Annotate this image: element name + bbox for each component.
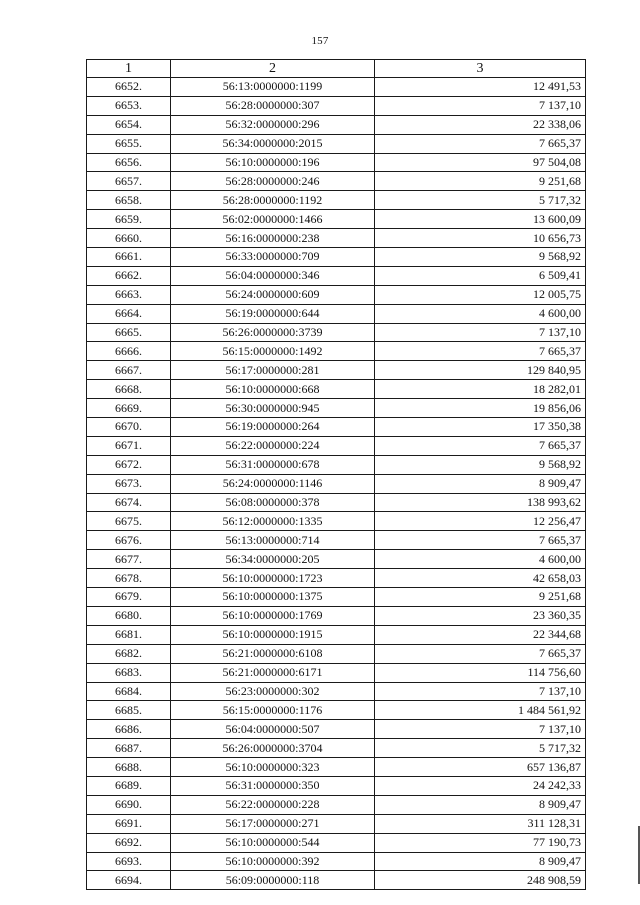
cadastral-number: 56:26:0000000:3704	[171, 739, 375, 758]
cadastral-value: 138 993,62	[375, 493, 586, 512]
row-number: 6694.	[87, 871, 171, 890]
row-number: 6688.	[87, 758, 171, 777]
row-number: 6690.	[87, 795, 171, 814]
row-number: 6658.	[87, 191, 171, 210]
row-number: 6678.	[87, 569, 171, 588]
column-header-1: 1	[87, 60, 171, 78]
table-row	[87, 229, 586, 248]
cadastral-value: 114 756,60	[375, 663, 586, 682]
cadastral-value: 13 600,09	[375, 210, 586, 229]
row-number: 6672.	[87, 455, 171, 474]
table-header-row	[87, 60, 586, 78]
table-row	[87, 682, 586, 701]
cadastral-value: 7 137,10	[375, 682, 586, 701]
cadastral-number: 56:10:0000000:1769	[171, 606, 375, 625]
row-number: 6685.	[87, 701, 171, 720]
cadastral-value: 9 568,92	[375, 248, 586, 267]
cadastral-value: 6 509,41	[375, 266, 586, 285]
cadastral-number: 56:34:0000000:2015	[171, 134, 375, 153]
cadastral-number: 56:31:0000000:678	[171, 455, 375, 474]
table-row	[87, 776, 586, 795]
table-row	[87, 569, 586, 588]
cadastral-number: 56:33:0000000:709	[171, 248, 375, 267]
row-number: 6674.	[87, 493, 171, 512]
table-row	[87, 418, 586, 437]
table-row	[87, 512, 586, 531]
row-number: 6669.	[87, 399, 171, 418]
cadastral-number: 56:13:0000000:714	[171, 531, 375, 550]
cadastral-value: 17 350,38	[375, 418, 586, 437]
cadastral-number: 56:15:0000000:1176	[171, 701, 375, 720]
cadastral-value-table	[86, 59, 586, 890]
table-row	[87, 701, 586, 720]
row-number: 6668.	[87, 380, 171, 399]
cadastral-number: 56:26:0000000:3739	[171, 323, 375, 342]
column-header-3: 3	[375, 60, 586, 78]
row-number: 6673.	[87, 474, 171, 493]
row-number: 6686.	[87, 720, 171, 739]
cadastral-number: 56:10:0000000:323	[171, 758, 375, 777]
cadastral-value: 24 242,33	[375, 776, 586, 795]
cadastral-number: 56:15:0000000:1492	[171, 342, 375, 361]
cadastral-value: 7 665,37	[375, 436, 586, 455]
row-number: 6692.	[87, 833, 171, 852]
table-row	[87, 248, 586, 267]
cadastral-number: 56:10:0000000:1375	[171, 588, 375, 607]
cadastral-number: 56:10:0000000:392	[171, 852, 375, 871]
row-number: 6683.	[87, 663, 171, 682]
cadastral-value: 7 137,10	[375, 96, 586, 115]
table-row	[87, 720, 586, 739]
row-number: 6681.	[87, 625, 171, 644]
table-row	[87, 663, 586, 682]
cadastral-value: 18 282,01	[375, 380, 586, 399]
row-number: 6684.	[87, 682, 171, 701]
table-row	[87, 814, 586, 833]
table-row	[87, 550, 586, 569]
row-number: 6670.	[87, 418, 171, 437]
row-number: 6671.	[87, 436, 171, 455]
table-row	[87, 455, 586, 474]
cadastral-value: 4 600,00	[375, 304, 586, 323]
table-row	[87, 380, 586, 399]
table-body	[87, 78, 586, 890]
table-row	[87, 493, 586, 512]
row-number: 6675.	[87, 512, 171, 531]
cadastral-number: 56:21:0000000:6171	[171, 663, 375, 682]
table-row	[87, 134, 586, 153]
cadastral-number: 56:31:0000000:350	[171, 776, 375, 795]
table-row	[87, 739, 586, 758]
cadastral-number: 56:23:0000000:302	[171, 682, 375, 701]
cadastral-value: 77 190,73	[375, 833, 586, 852]
table-row	[87, 399, 586, 418]
row-number: 6680.	[87, 606, 171, 625]
row-number: 6652.	[87, 78, 171, 97]
table-row	[87, 644, 586, 663]
cadastral-value: 311 128,31	[375, 814, 586, 833]
table-row	[87, 172, 586, 191]
table-row	[87, 833, 586, 852]
table-row	[87, 436, 586, 455]
cadastral-number: 56:10:0000000:196	[171, 153, 375, 172]
table-row	[87, 323, 586, 342]
cadastral-value: 1 484 561,92	[375, 701, 586, 720]
table-row	[87, 342, 586, 361]
cadastral-value: 9 568,92	[375, 455, 586, 474]
cadastral-number: 56:02:0000000:1466	[171, 210, 375, 229]
cadastral-number: 56:10:0000000:544	[171, 833, 375, 852]
row-number: 6689.	[87, 776, 171, 795]
cadastral-value: 22 338,06	[375, 115, 586, 134]
cadastral-value: 97 504,08	[375, 153, 586, 172]
cadastral-number: 56:30:0000000:945	[171, 399, 375, 418]
cadastral-value: 42 658,03	[375, 569, 586, 588]
row-number: 6661.	[87, 248, 171, 267]
cadastral-value: 9 251,68	[375, 172, 586, 191]
table-row	[87, 795, 586, 814]
cadastral-value: 8 909,47	[375, 852, 586, 871]
table-row	[87, 852, 586, 871]
table-row	[87, 115, 586, 134]
cadastral-value: 12 256,47	[375, 512, 586, 531]
cadastral-value: 129 840,95	[375, 361, 586, 380]
cadastral-number: 56:10:0000000:1723	[171, 569, 375, 588]
table-row	[87, 78, 586, 97]
cadastral-number: 56:09:0000000:118	[171, 871, 375, 890]
table-row	[87, 210, 586, 229]
table-row	[87, 531, 586, 550]
row-number: 6679.	[87, 588, 171, 607]
cadastral-number: 56:34:0000000:205	[171, 550, 375, 569]
cadastral-value: 12 005,75	[375, 285, 586, 304]
cadastral-value: 7 665,37	[375, 342, 586, 361]
row-number: 6667.	[87, 361, 171, 380]
cadastral-value: 7 665,37	[375, 134, 586, 153]
row-number: 6664.	[87, 304, 171, 323]
table-row	[87, 758, 586, 777]
row-number: 6659.	[87, 210, 171, 229]
row-number: 6693.	[87, 852, 171, 871]
row-number: 6662.	[87, 266, 171, 285]
table-row	[87, 474, 586, 493]
cadastral-number: 56:22:0000000:224	[171, 436, 375, 455]
cadastral-value: 4 600,00	[375, 550, 586, 569]
cadastral-number: 56:28:0000000:1192	[171, 191, 375, 210]
cadastral-value: 5 717,32	[375, 191, 586, 210]
cadastral-value: 7 665,37	[375, 531, 586, 550]
row-number: 6654.	[87, 115, 171, 134]
table-row	[87, 361, 586, 380]
row-number: 6656.	[87, 153, 171, 172]
row-number: 6663.	[87, 285, 171, 304]
table-row	[87, 153, 586, 172]
cadastral-number: 56:16:0000000:238	[171, 229, 375, 248]
row-number: 6687.	[87, 739, 171, 758]
cadastral-value: 7 137,10	[375, 323, 586, 342]
cadastral-value: 12 491,53	[375, 78, 586, 97]
cadastral-value: 8 909,47	[375, 474, 586, 493]
row-number: 6682.	[87, 644, 171, 663]
cadastral-number: 56:17:0000000:281	[171, 361, 375, 380]
table-row	[87, 96, 586, 115]
cadastral-value: 10 656,73	[375, 229, 586, 248]
cadastral-number: 56:32:0000000:296	[171, 115, 375, 134]
cadastral-value: 9 251,68	[375, 588, 586, 607]
page-number: 157	[311, 35, 329, 47]
cadastral-value: 657 136,87	[375, 758, 586, 777]
table-row	[87, 606, 586, 625]
cadastral-value: 7 137,10	[375, 720, 586, 739]
row-number: 6666.	[87, 342, 171, 361]
cadastral-number: 56:04:0000000:507	[171, 720, 375, 739]
cadastral-number: 56:13:0000000:1199	[171, 78, 375, 97]
row-number: 6677.	[87, 550, 171, 569]
row-number: 6653.	[87, 96, 171, 115]
cadastral-number: 56:12:0000000:1335	[171, 512, 375, 531]
table-row	[87, 266, 586, 285]
table-row	[87, 871, 586, 890]
cadastral-value: 22 344,68	[375, 625, 586, 644]
cadastral-number: 56:08:0000000:378	[171, 493, 375, 512]
cadastral-value: 19 856,06	[375, 399, 586, 418]
cadastral-number: 56:21:0000000:6108	[171, 644, 375, 663]
cadastral-number: 56:24:0000000:609	[171, 285, 375, 304]
table-row	[87, 588, 586, 607]
row-number: 6660.	[87, 229, 171, 248]
row-number: 6665.	[87, 323, 171, 342]
cadastral-value: 8 909,47	[375, 795, 586, 814]
cadastral-value: 23 360,35	[375, 606, 586, 625]
cadastral-number: 56:28:0000000:246	[171, 172, 375, 191]
table-row	[87, 285, 586, 304]
row-number: 6657.	[87, 172, 171, 191]
cadastral-number: 56:10:0000000:668	[171, 380, 375, 399]
table-row	[87, 625, 586, 644]
cadastral-value: 5 717,32	[375, 739, 586, 758]
table-row	[87, 191, 586, 210]
row-number: 6655.	[87, 134, 171, 153]
row-number: 6676.	[87, 531, 171, 550]
row-number: 6691.	[87, 814, 171, 833]
column-header-2: 2	[171, 60, 375, 78]
cadastral-number: 56:04:0000000:346	[171, 266, 375, 285]
cadastral-value: 7 665,37	[375, 644, 586, 663]
cadastral-number: 56:24:0000000:1146	[171, 474, 375, 493]
cadastral-value: 248 908,59	[375, 871, 586, 890]
cadastral-number: 56:10:0000000:1915	[171, 625, 375, 644]
cadastral-number: 56:17:0000000:271	[171, 814, 375, 833]
table-row	[87, 304, 586, 323]
cadastral-number: 56:19:0000000:264	[171, 418, 375, 437]
cadastral-number: 56:28:0000000:307	[171, 96, 375, 115]
cadastral-number: 56:19:0000000:644	[171, 304, 375, 323]
cadastral-number: 56:22:0000000:228	[171, 795, 375, 814]
